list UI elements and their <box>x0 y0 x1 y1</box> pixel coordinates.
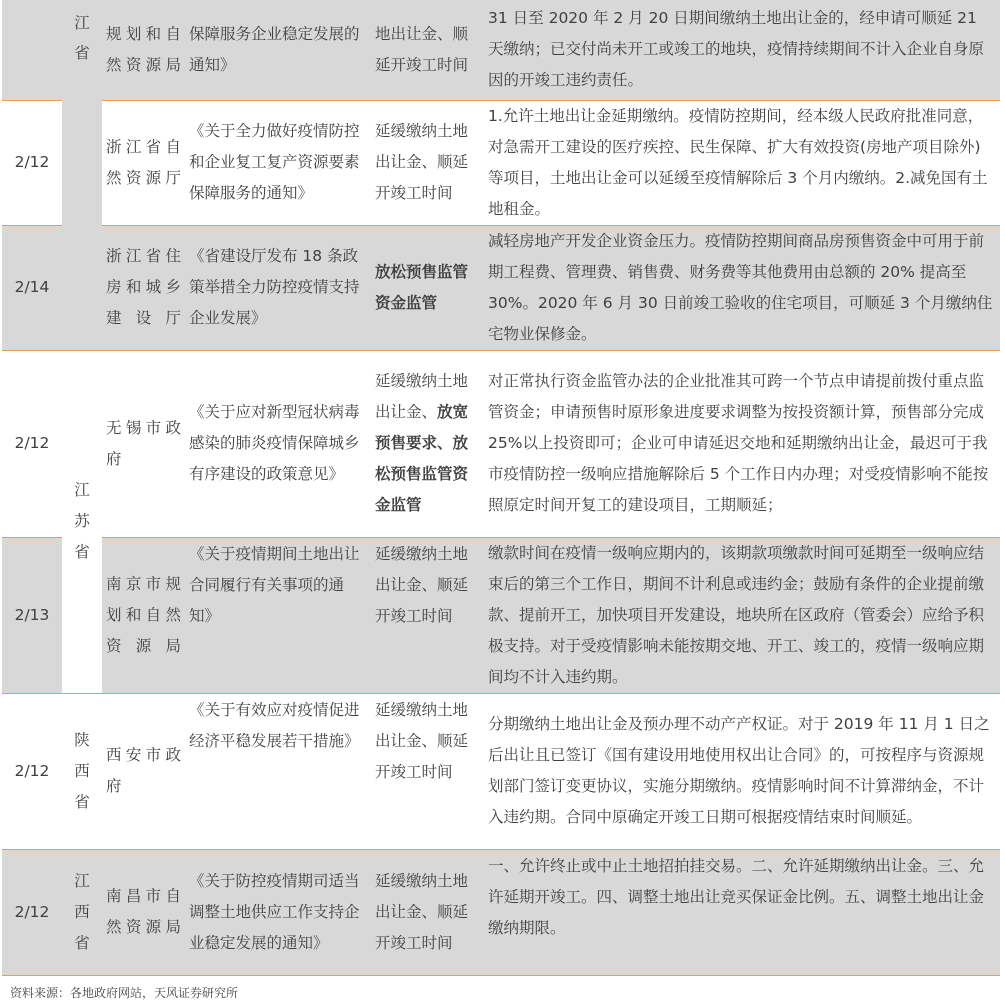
measure-cell: 延缓缴纳土地出让金、顺延开竣工时间 <box>371 537 484 693</box>
date-cell: 2/13 <box>2 537 62 693</box>
table-row <box>2 693 1000 849</box>
document-cell: 《关于应对新型冠状病毒感染的肺炎疫情保障城乡有序建设的政策意见》 <box>185 350 371 537</box>
document-cell: 《关于有效应对疫情促进经济平稳发展若干措施》 <box>185 693 371 849</box>
date-cell: 2/12 <box>2 693 62 849</box>
department-cell: 浙江省住房和城乡建设厅 <box>102 225 185 350</box>
date-cell: 2/12 <box>2 100 62 225</box>
province-cell: 陕 西 省 <box>62 693 102 849</box>
department-cell: 规划和自然资源局 <box>102 0 185 100</box>
measure-cell: 延缓缴纳土地出让金、顺延开竣工时间 <box>371 693 484 849</box>
date-cell: 2/12 <box>2 350 62 537</box>
measure-cell: 放松预售监管资金监管 <box>371 225 484 350</box>
department-cell: 无锡市政府 <box>102 350 185 537</box>
detail-cell: 减轻房地产开发企业资金压力。疫情防控期间商品房预售资金中可用于前期工程费、管理费、销售费、财务费等其他费用由总额的 20% 提高至 30%。2020 年 6 月 30 日前竣工验收的住宅项目，可顺延 3 个月缴纳住宅物业保修金。 <box>484 225 1000 350</box>
department-cell: 南昌市自然资源局 <box>102 849 185 975</box>
date-cell: 2/12 <box>2 849 62 975</box>
table-row <box>2 350 1000 537</box>
table-row <box>2 537 1000 693</box>
policy-table <box>2 0 1000 976</box>
measure-cell: 延缓缴纳土地出让金、顺延开竣工时间 <box>371 849 484 975</box>
province-cell: 江 苏 省 <box>62 350 102 693</box>
date-cell: 2/14 <box>2 225 62 350</box>
detail-cell: 对正常执行资金监管办法的企业批准其可跨一个节点申请提前拨付重点监管资金；申请预售时原形象进度要求调整为按投资额计算，预售部分完成 25%以上投资即可；企业可申请延迟交地和延期缴纳出让金，最迟可于我市疫情防控一级响应措施解除后 5 个工作日内办理；对受疫情影响不能按照原定时间开复工的建设项目，工期顺延； <box>484 350 1000 537</box>
province-cell: 江 西 省 <box>62 849 102 975</box>
date-cell <box>2 0 62 100</box>
detail-cell: 31 日至 2020 年 2 月 20 日期间缴纳土地出让金的，经申请可顺延 21 天缴纳；已交付尚未开工或竣工的地块，疫情持续期间不计入企业自身原因的开竣工违约责任。 <box>484 0 1000 100</box>
department-cell: 南京市规划和自然资源局 <box>102 537 185 693</box>
measure-cell <box>371 350 484 537</box>
table-row <box>2 0 1000 100</box>
document-cell: 《省建设厅发布 18 条政策举措全力防控疫情支持企业发展》 <box>185 225 371 350</box>
detail-cell: 缴款时间在疫情一级响应期内的，该期款项缴款时间可延期至一级响应结束后的第三个工作日，期间不计利息或违约金；鼓励有条件的企业提前缴款、提前开工，加快项目开发建设，地块所在区政府（管委会）应给予积极支持。对于受疫情影响未能按期交地、开工、竣工的，疫情一级响应期间均不计入违约期。 <box>484 537 1000 693</box>
document-cell: 《关于疫情期间土地出让合同履行有关事项的通知》 <box>185 537 371 693</box>
detail-cell: 分期缴纳土地出让金及预办理不动产产权证。对于 2019 年 11 月 1 日之后出让且已签订《国有建设用地使用权出让合同》的，可按程序与资源规划部门签订变更协议，实施分期缴纳。疫情影响时间不计算滞纳金，不计入违约期。合同中原确定开竣工日期可根据疫情结束时间顺延。 <box>484 693 1000 849</box>
measure-cell: 地出让金、顺延开竣工时间 <box>371 0 484 100</box>
table-row <box>2 225 1000 350</box>
source-note: 资料来源：各地政府网站，天风证券研究所 <box>10 986 239 1000</box>
measure-bold-text: 放宽预售要求、放松预售监管资金监管 <box>375 403 469 514</box>
department-cell: 西安市政府 <box>102 693 185 849</box>
detail-cell: 一、允许终止或中止土地招拍挂交易。二、允许延期缴纳出让金。三、允许延期开竣工。四、调整土地出让竞买保证金比例。五、调整土地出让金缴纳期限。 <box>484 849 1000 975</box>
document-cell: 《关于防控疫情期司适当调整土地供应工作支持企业稳定发展的通知》 <box>185 849 371 975</box>
table-row <box>2 849 1000 975</box>
measure-cell: 延缓缴纳土地出让金、顺延开竣工时间 <box>371 100 484 225</box>
document-cell: 《关于全力做好疫情防控和企业复工复产资源要素保障服务的通知》 <box>185 100 371 225</box>
detail-cell: 1.允许土地出让金延期缴纳。疫情防控期间，经本级人民政府批准同意，对急需开工建设的医疗疾控、民生保障、扩大有效投资(房地产项目除外)等项目，土地出让金可以延缓至疫情解除后 3 个月内缴纳。2.减免国有土地租金。 <box>484 100 1000 225</box>
table-row <box>2 100 1000 225</box>
department-cell: 浙江省自然资源厅 <box>102 100 185 225</box>
province-cell: 江 省 <box>62 0 102 350</box>
measure-plain-text: 延缓缴纳土地出让金、 <box>375 372 469 421</box>
document-cell: 保障服务企业稳定发展的通知》 <box>185 0 371 100</box>
